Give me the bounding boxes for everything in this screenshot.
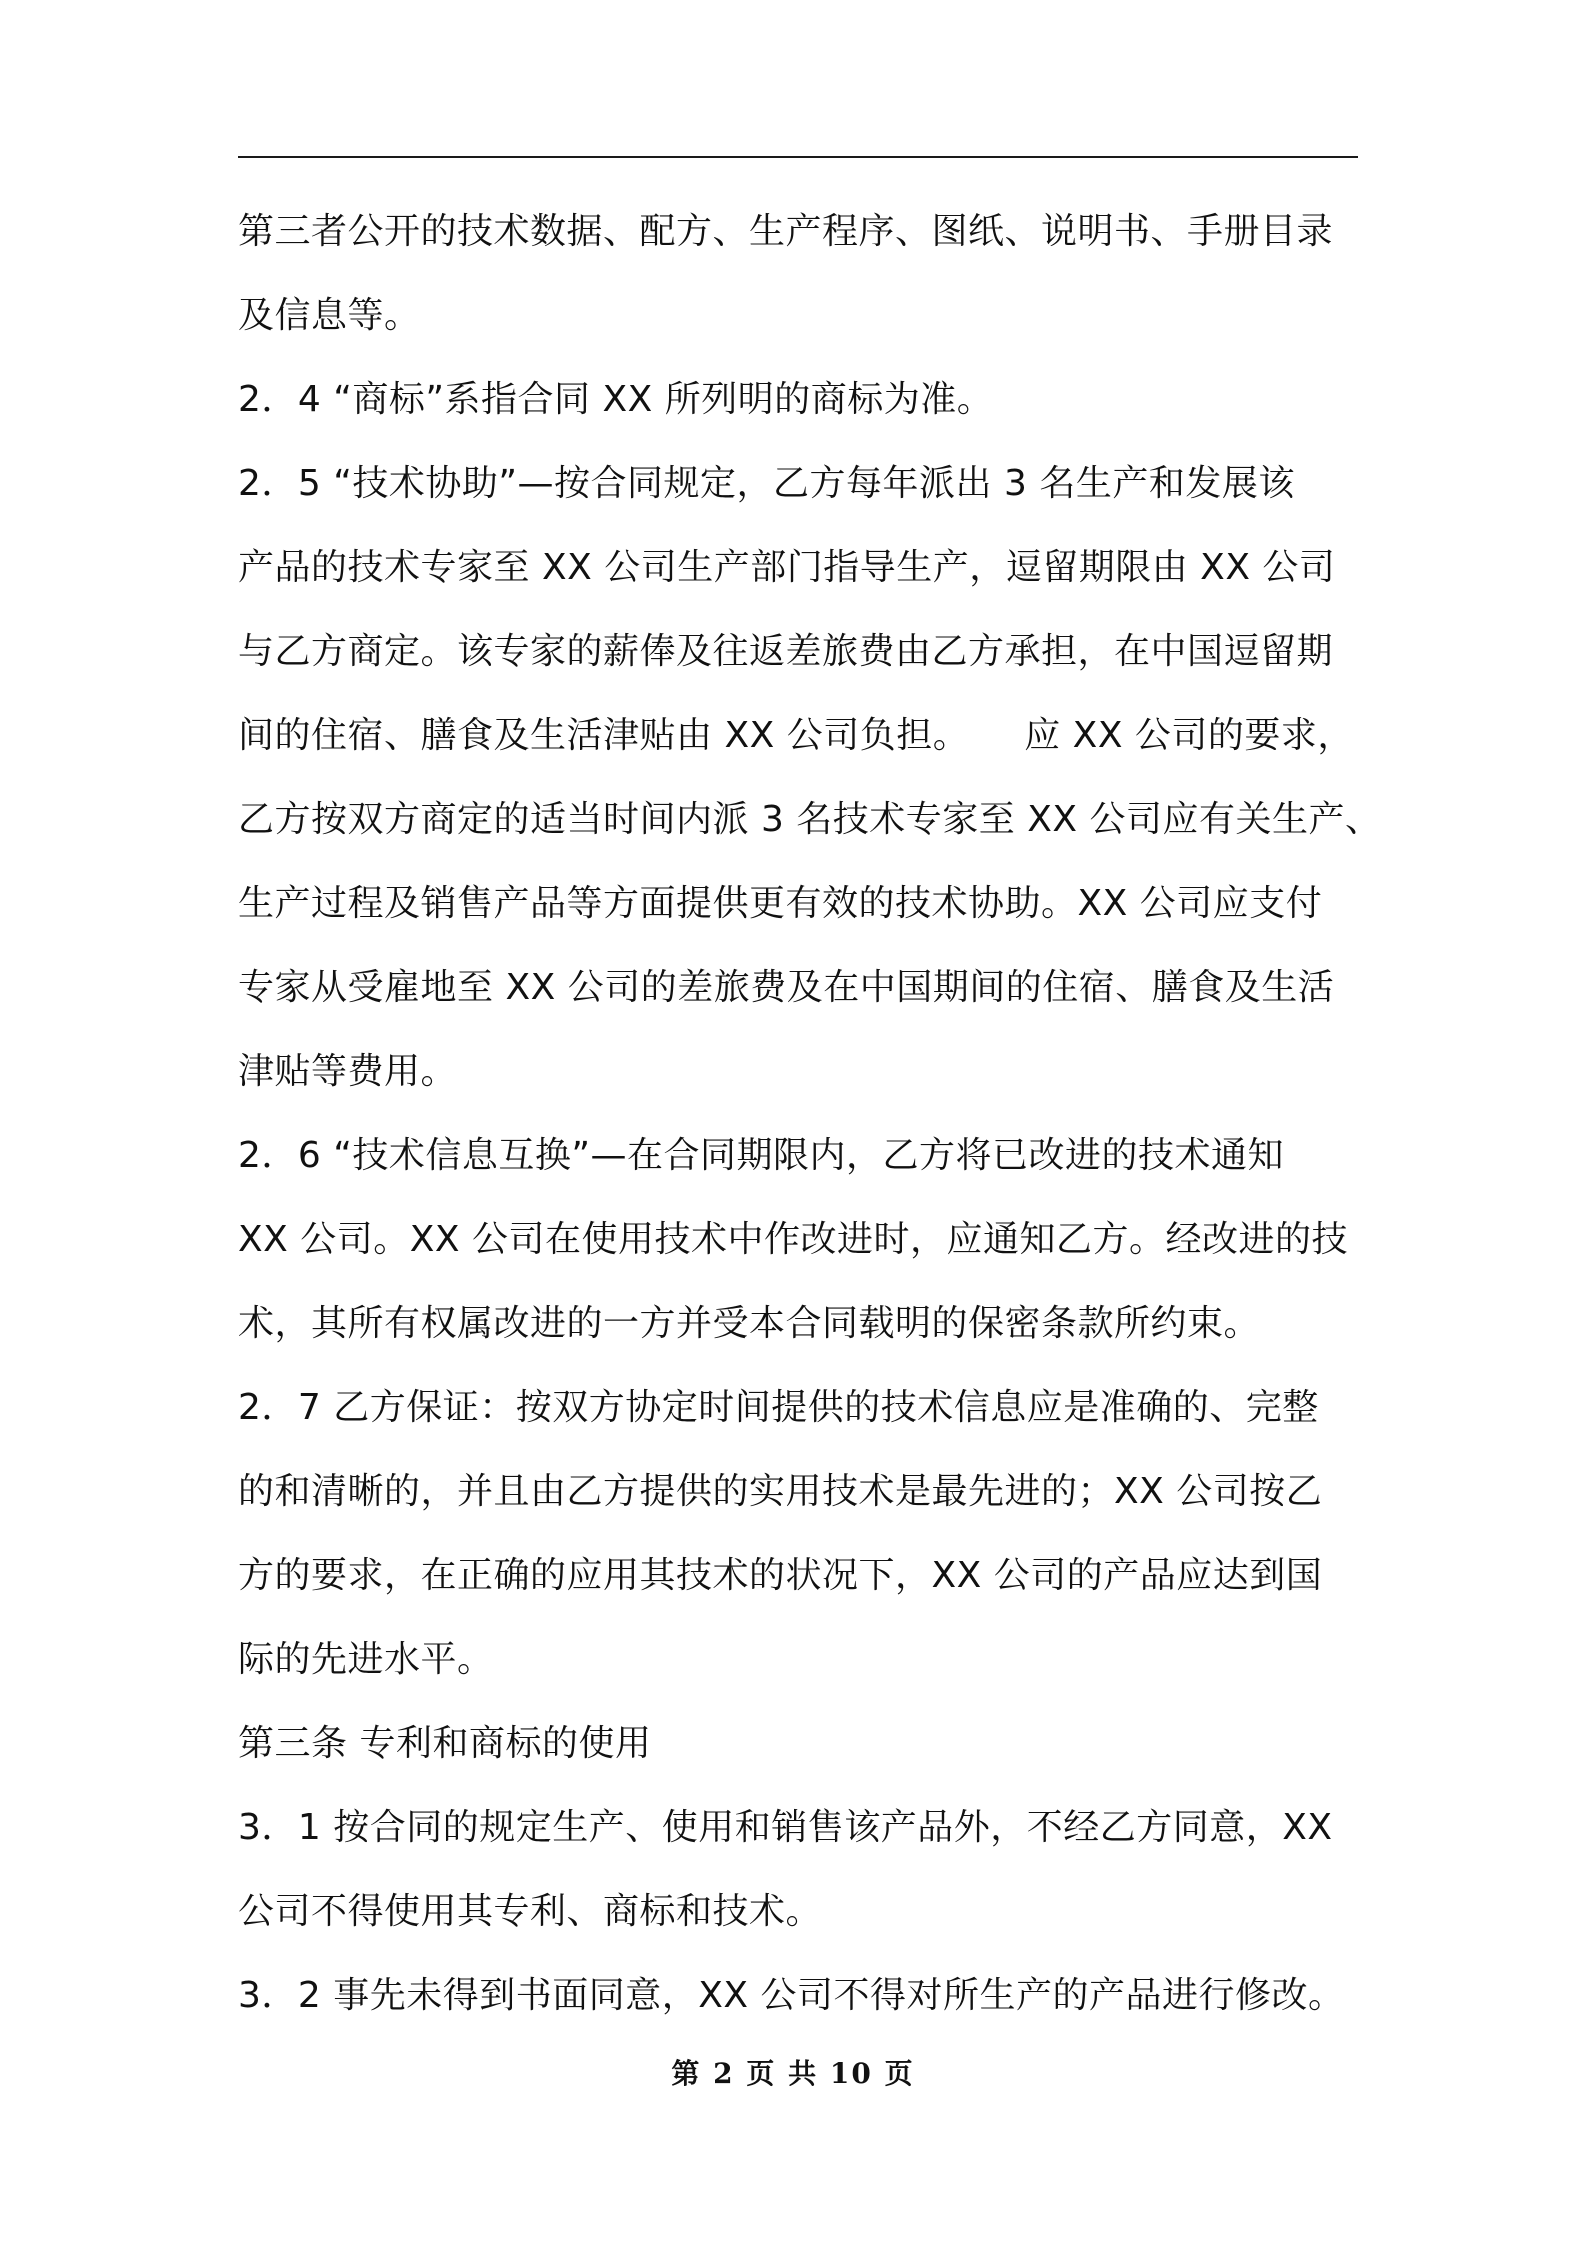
clause-2-7: 2．7 乙方保证：按双方协定时间提供的技术信息应是准确的、完整	[238, 1387, 1319, 1428]
body-line: 间的住宿、膳食及生活津贴由 XX 公司负担。 应 XX 公司的要求，	[238, 715, 1354, 756]
body-line: 际的先进水平。	[238, 1639, 494, 1680]
body-line: 专家从受雇地至 XX 公司的差旅费及在中国期间的住宿、膳食及生活	[238, 967, 1335, 1008]
body-line: 方的要求，在正确的应用其技术的状况下，XX 公司的产品应达到国	[238, 1555, 1323, 1596]
body-line: 术，其所有权属改进的一方并受本合同载明的保密条款所约束。	[238, 1303, 1261, 1344]
clause-2-5: 2．5 “技术协助”—按合同规定，乙方每年派出 3 名生产和发展该	[238, 463, 1295, 504]
clause-2-4: 2．4 “商标”系指合同 XX 所列明的商标为准。	[238, 379, 994, 420]
body-line: 的和清晰的，并且由乙方提供的实用技术是最先进的；XX 公司按乙	[238, 1471, 1323, 1512]
body-line: 产品的技术专家至 XX 公司生产部门指导生产，逗留期限由 XX 公司	[238, 547, 1336, 588]
body-line: 第三者公开的技术数据、配方、生产程序、图纸、说明书、手册目录	[238, 211, 1334, 252]
header-rule	[238, 156, 1358, 158]
clause-3-2: 3．2 事先未得到书面同意，XX 公司不得对所生产的产品进行修改。	[238, 1975, 1345, 2016]
body-line: 乙方按双方商定的适当时间内派 3 名技术专家至 XX 公司应有关生产、	[238, 799, 1382, 840]
article-3-heading: 第三条 专利和商标的使用	[238, 1723, 652, 1764]
clause-2-6: 2．6 “技术信息互换”—在合同期限内，乙方将已改进的技术通知	[238, 1135, 1285, 1176]
body-line: 及信息等。	[238, 295, 421, 336]
body-line: 生产过程及销售产品等方面提供更有效的技术协助。XX 公司应支付	[238, 883, 1323, 924]
document-body	[238, 190, 1382, 2038]
body-line: 与乙方商定。该专家的薪俸及往返差旅费由乙方承担，在中国逗留期	[238, 631, 1334, 672]
body-line: XX 公司。XX 公司在使用技术中作改进时，应通知乙方。经改进的技	[238, 1219, 1349, 1260]
body-line: 津贴等费用。	[238, 1051, 458, 1092]
clause-3-1: 3．1 按合同的规定生产、使用和销售该产品外，不经乙方同意，XX	[238, 1807, 1333, 1848]
body-line: 公司不得使用其专利、商标和技术。	[238, 1891, 823, 1932]
page-number: 第 2 页 共 10 页	[671, 2057, 915, 2090]
